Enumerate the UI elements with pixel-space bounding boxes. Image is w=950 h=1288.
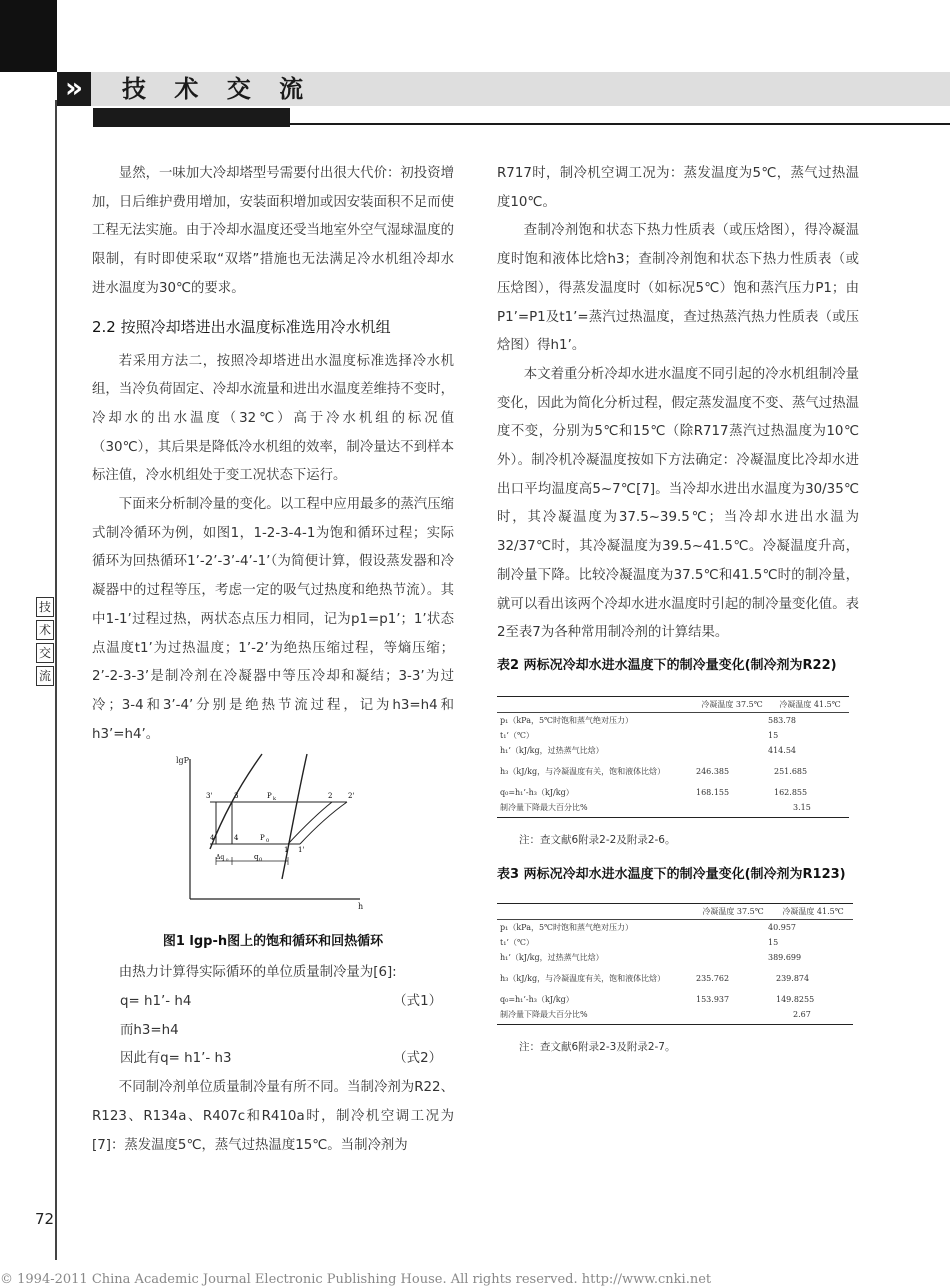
y-axis-label: lgP xyxy=(176,756,190,766)
table-row: h₁’（kJ/kg，过热蒸气比焓） 389.699 xyxy=(500,952,802,962)
copyright-footer: © 1994-2011 China Academic Journal Electronic Publishing House. All rights reserved. http://www.cnki.net xyxy=(0,1272,712,1287)
label-dq0-sub: 0 xyxy=(226,857,229,863)
col-header: 冷凝温度 41.5℃ xyxy=(779,699,841,709)
table-row: h₃（kJ/kg，与冷凝温度有关，饱和液体比焓） 235.762 239.874 xyxy=(500,973,810,983)
table-2-grid xyxy=(497,697,849,815)
table-row: h₃（kJ/kg，与冷凝温度有关，饱和液体比焓） 246.385 251.685 xyxy=(500,766,808,776)
label-q0: q xyxy=(254,853,259,862)
label-q0-sub: 0 xyxy=(259,857,263,864)
compression-1p-2p xyxy=(300,802,347,844)
paragraph: 下面来分析制冷量的变化。以工程中应用最多的蒸汽压缩式制冷循环为例，如图1，1-2-3-4-1为饱和循环过程；实际循环为回热循环1’-2’-3’-4’-1’（为简便计算，假设蒸发器和冷凝器中的过程等压，考虑一定的吸气过热度和绝热节流）。其中1-1’过程过热，两状态点压力相同，记为p1=p1’；1’状态点温度t1’为过热温度；1’-2’为绝热压缩过程，等熵压缩；2’-2-3-3’是制冷剂在冷凝器中等压冷却和凝结；3-3’为过冷；3-4和3’-4’分别是绝热节流过程，记为h3=h4和h3’=h4’。 xyxy=(92,497,454,742)
left-column xyxy=(92,160,454,1160)
table-row: q₀=h₁’-h₃（kJ/kg） 153.937 149.8255 xyxy=(500,994,815,1004)
equation-expr: 而h3=h4 xyxy=(120,1022,179,1038)
table-3-grid xyxy=(497,904,853,1022)
label-2: 2 xyxy=(328,792,333,801)
label-3: 3 xyxy=(234,792,239,801)
table-note: 注：查文献6附录2-2及附录2-6。 xyxy=(519,833,676,846)
table-title: 表2 两标况冷却水进水温度下的制冷量变化(制冷剂为R22) xyxy=(497,657,837,673)
label-pk: P xyxy=(267,792,272,801)
table-2 xyxy=(497,696,849,818)
table-3 xyxy=(497,903,853,1025)
equation-row xyxy=(92,1045,454,1074)
label-p0: P xyxy=(260,834,265,843)
side-label xyxy=(36,597,54,689)
compression-1-2 xyxy=(288,802,332,844)
label-2p: 2' xyxy=(348,792,355,801)
section-heading: 2.2 按照冷却塔进出水温度标准选用冷水机组 xyxy=(92,317,391,336)
table-title: 表3 两标况冷却水进水温度下的制冷量变化(制冷剂为R123) xyxy=(497,866,846,882)
col-header: 冷凝温度 37.5℃ xyxy=(701,699,763,709)
equation-row xyxy=(92,988,454,1017)
figure-lgp-h xyxy=(92,749,454,924)
paragraph: 若采用方法二，按照冷却塔进出水温度标准选择冷水机组，当冷负荷固定、冷却水流量和进出水温度差维持不变时，冷却水的出水温度（32℃）高于冷水机组的标况值（30℃），其后果是降低冷水机组的效率，制冷量达不到样本标注值，冷水机组处于变工况状态下运行。 xyxy=(92,353,454,484)
equation-tag: （式2） xyxy=(393,1051,442,1067)
corner-block xyxy=(0,0,57,72)
side-label-char: 技 xyxy=(36,597,54,617)
side-label-char: 流 xyxy=(36,666,54,686)
label-dq0: Δq xyxy=(216,854,225,862)
side-label-char: 术 xyxy=(36,620,54,640)
header-rule-thin xyxy=(290,123,950,125)
label-1p: 1' xyxy=(298,846,305,855)
section-title: 技 术 交 流 xyxy=(122,75,314,103)
lgp-h-diagram xyxy=(92,749,454,924)
paragraph: 不同制冷剂单位质量制冷量有所不同。当制冷剂为R22、R123、R134a、R407c和R410a时，制冷机空调工况为[7]：蒸发温度5℃，蒸气过热温度15℃。当制冷剂为 xyxy=(92,1080,454,1153)
table-note: 注：查文献6附录2-3及附录2-7。 xyxy=(519,1040,676,1053)
table-row: q₀=h₁’-h₃（kJ/kg） 168.155 162.855 xyxy=(500,787,808,797)
side-rule xyxy=(55,100,57,1260)
label-3p: 3' xyxy=(206,792,213,801)
table-row: p₁（kPa，5℃时饱和蒸气绝对压力） 40.957 xyxy=(500,922,796,932)
figure-caption: 图1 lgp-h图上的饱和循环和回热循环 xyxy=(162,934,384,950)
paragraph: 本文着重分析冷却水进水温度不同引起的冷水机组制冷量变化，因此为简化分析过程，假定蒸发温度不变、蒸气过热温度不变，分别为5℃和15℃（除R717蒸汽过热温度为10℃外）。制冷机冷凝温度按如下方法确定：冷凝温度比冷却水进出口平均温度高5~7℃[7]。当冷却水进出水温度为30/35℃时，其冷凝温度为37.5~39.5℃；当冷却水进出水温为32/37℃时，其冷凝温度为39.5~41.5℃。冷凝温度升高，制冷量下降。比较冷凝温度为37.5℃和41.5℃时的制冷量，就可以看出该两个冷却水进水温度时引起的制冷量变化值。表2至表7为各种常用制冷剂的计算结果。 xyxy=(497,366,859,641)
label-p0-sub: 0 xyxy=(266,838,270,845)
table-row: 制冷量下降最大百分比% 3.15 xyxy=(500,802,811,812)
equation-row xyxy=(92,1017,454,1046)
col-header: 冷凝温度 41.5℃ xyxy=(782,906,844,916)
double-chevron-icon: » xyxy=(57,72,91,106)
side-label-char: 交 xyxy=(36,643,54,663)
label-4: 4 xyxy=(234,834,239,843)
label-4p: 4' xyxy=(210,834,217,843)
paragraph: R717时，制冷机空调工况为：蒸发温度为5℃，蒸气过热温度10℃。 xyxy=(497,166,859,210)
page-number: 72 xyxy=(35,1210,55,1228)
table-row: 制冷量下降最大百分比% 2.67 xyxy=(500,1009,811,1019)
table-row: h₁’（kJ/kg，过热蒸气比焓） 414.54 xyxy=(500,745,796,755)
header-rule-thick xyxy=(93,108,290,127)
right-column xyxy=(497,160,859,1054)
x-axis-label: h xyxy=(358,902,364,912)
paragraph: 由热力计算得实际循环的单位质量制冷量为[6]: xyxy=(118,965,397,981)
paragraph: 查制冷剂饱和状态下热力性质表（或压焓图），得冷凝温度时饱和液体比焓h3；查制冷剂饱和状态下热力性质表（或压焓图），得蒸发温度时（如标况5℃）饱和蒸汽压力P1；由P1’=P1及t1’=蒸汽过热温度，查过热蒸汽热力性质表（或压焓图）得h1’。 xyxy=(497,223,859,354)
table-row: p₁（kPa，5℃时饱和蒸气绝对压力） 583.78 xyxy=(500,715,796,725)
label-1: 1 xyxy=(284,846,289,855)
saturated-vapor-line xyxy=(282,754,307,879)
equation-expr: 因此有q= h1’- h3 xyxy=(120,1051,232,1067)
table-row: t₁’（℃） 15 xyxy=(500,730,779,740)
label-pk-sub: k xyxy=(273,796,277,803)
equation-tag: （式1） xyxy=(393,994,442,1010)
table-row: t₁’（℃） 15 xyxy=(500,937,779,947)
paragraph: 显然，一味加大冷却塔型号需要付出很大代价：初投资增加，日后维护费用增加，安装面积增加或因安装面积不足而使工程无法实施。由于冷却水温度还受当地室外空气湿球温度的限制，有时即使采取“双塔”措施也无法满足冷水机组冷却水进水温度为30℃的要求。 xyxy=(92,166,454,296)
equation-expr: q= h1’- h4 xyxy=(120,994,192,1010)
col-header: 冷凝温度 37.5℃ xyxy=(702,906,764,916)
